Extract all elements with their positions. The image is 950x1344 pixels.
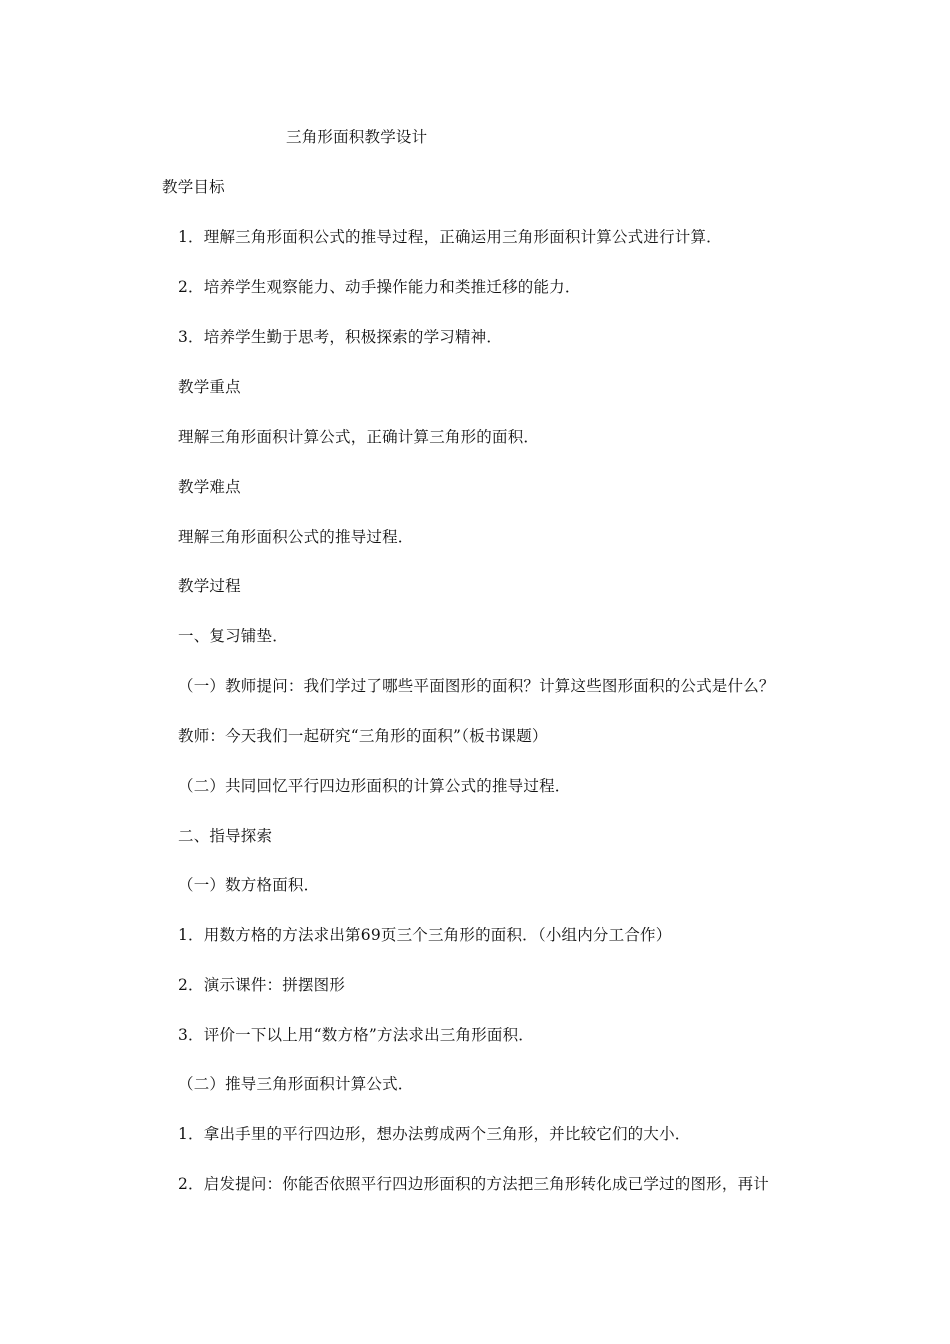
paragraph: （一）教师提问：我们学过了哪些平面图形的面积？计算这些图形面积的公式是什么？ — [178, 677, 775, 695]
section-heading-difficulty: 教学难点 — [178, 478, 241, 496]
section-heading-key-point: 教学重点 — [178, 378, 241, 396]
list-item: 2．演示课件：拼摆图形 — [178, 976, 346, 994]
section-heading-objectives: 教学目标 — [162, 178, 225, 196]
objective-item: 3．培养学生勤于思考，积极探索的学习精神． — [178, 328, 503, 346]
paragraph: 理解三角形面积计算公式，正确计算三角形的面积． — [178, 428, 540, 446]
list-item: 1．用数方格的方法求出第69页三个三角形的面积．（小组内分工合作） — [178, 926, 672, 944]
subsection-heading: 二、指导探索 — [178, 827, 273, 845]
document-title: 三角形面积教学设计 — [286, 128, 428, 146]
paragraph: （二）推导三角形面积计算公式． — [178, 1075, 414, 1093]
section-heading-process: 教学过程 — [178, 577, 241, 595]
objective-item: 1．理解三角形面积公式的推导过程，正确运用三角形面积计算公式进行计算． — [178, 228, 722, 246]
paragraph: （一）数方格面积． — [178, 876, 320, 894]
paragraph: 教师：今天我们一起研究“三角形的面积”（板书课题） — [178, 727, 548, 745]
list-item: 3．评价一下以上用“数方格”方法求出三角形面积． — [178, 1026, 535, 1044]
list-item: 2．启发提问：你能否依照平行四边形面积的方法把三角形转化成已学过的图形，再计 — [178, 1175, 769, 1193]
objective-item: 2．培养学生观察能力、动手操作能力和类推迁移的能力． — [178, 278, 581, 296]
paragraph: （二）共同回忆平行四边形面积的计算公式的推导过程． — [178, 777, 571, 795]
subsection-heading: 一、复习铺垫． — [178, 627, 288, 645]
list-item: 1．拿出手里的平行四边形，想办法剪成两个三角形，并比较它们的大小． — [178, 1125, 691, 1143]
paragraph: 理解三角形面积公式的推导过程． — [178, 528, 414, 546]
